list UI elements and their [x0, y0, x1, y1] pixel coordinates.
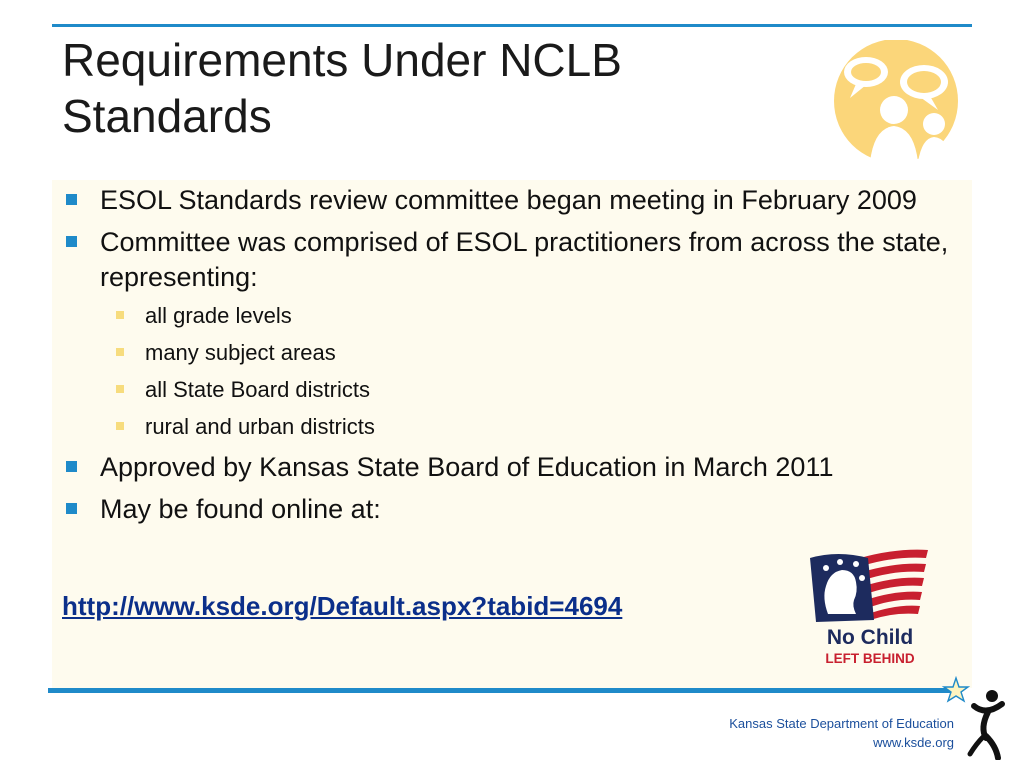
sub-bullet-text: all State Board districts	[145, 377, 370, 402]
top-divider	[52, 24, 972, 27]
bullet-item	[62, 183, 962, 218]
sub-bullet-text: all grade levels	[145, 303, 292, 328]
bullet-item	[62, 225, 962, 295]
sub-bullet-item	[62, 339, 962, 367]
sub-bullet-item	[62, 413, 962, 441]
bullet-text: Approved by Kansas State Board of Education in March 2011	[100, 452, 834, 482]
svg-text:LEFT BEHIND: LEFT BEHIND	[825, 651, 915, 666]
footer-org-name: Kansas State Department of Education	[729, 716, 954, 731]
square-sub-bullet-icon	[116, 311, 124, 319]
bullet-text: May be found online at:	[100, 494, 381, 524]
sub-bullet-text: rural and urban districts	[145, 414, 375, 439]
bullet-item	[62, 492, 962, 527]
svg-text:No Child: No Child	[826, 626, 914, 649]
slide-title	[62, 32, 782, 144]
sub-bullet-list	[62, 302, 962, 441]
square-bullet-icon	[66, 503, 77, 514]
slide-title-line-2: Standards	[62, 90, 272, 142]
ksde-standards-link[interactable]: http://www.ksde.org/Default.aspx?tabid=4694	[62, 591, 623, 621]
sub-bullet-item	[62, 376, 962, 404]
footer	[729, 714, 954, 752]
slide-title-line-1: Requirements Under NCLB	[62, 34, 622, 86]
square-bullet-icon	[66, 194, 77, 205]
square-sub-bullet-icon	[116, 348, 124, 356]
square-sub-bullet-icon	[116, 385, 124, 393]
nclb-flag-logo	[808, 544, 932, 670]
bullet-text: Committee was comprised of ESOL practitioners from across the state, representing:	[100, 227, 949, 292]
ksde-star-figure-logo	[940, 676, 1010, 760]
bottom-divider	[48, 688, 958, 693]
square-sub-bullet-icon	[116, 422, 124, 430]
footer-website: www.ksde.org	[873, 735, 954, 750]
square-bullet-icon	[66, 236, 77, 247]
bullet-text: ESOL Standards review committee began meeting in February 2009	[100, 185, 917, 215]
speech-bubbles-people-graphic	[826, 40, 966, 162]
square-bullet-icon	[66, 461, 77, 472]
bullet-item	[62, 450, 962, 485]
sub-bullet-item	[62, 302, 962, 330]
sub-bullet-text: many subject areas	[145, 340, 336, 365]
bullet-list	[62, 183, 962, 534]
